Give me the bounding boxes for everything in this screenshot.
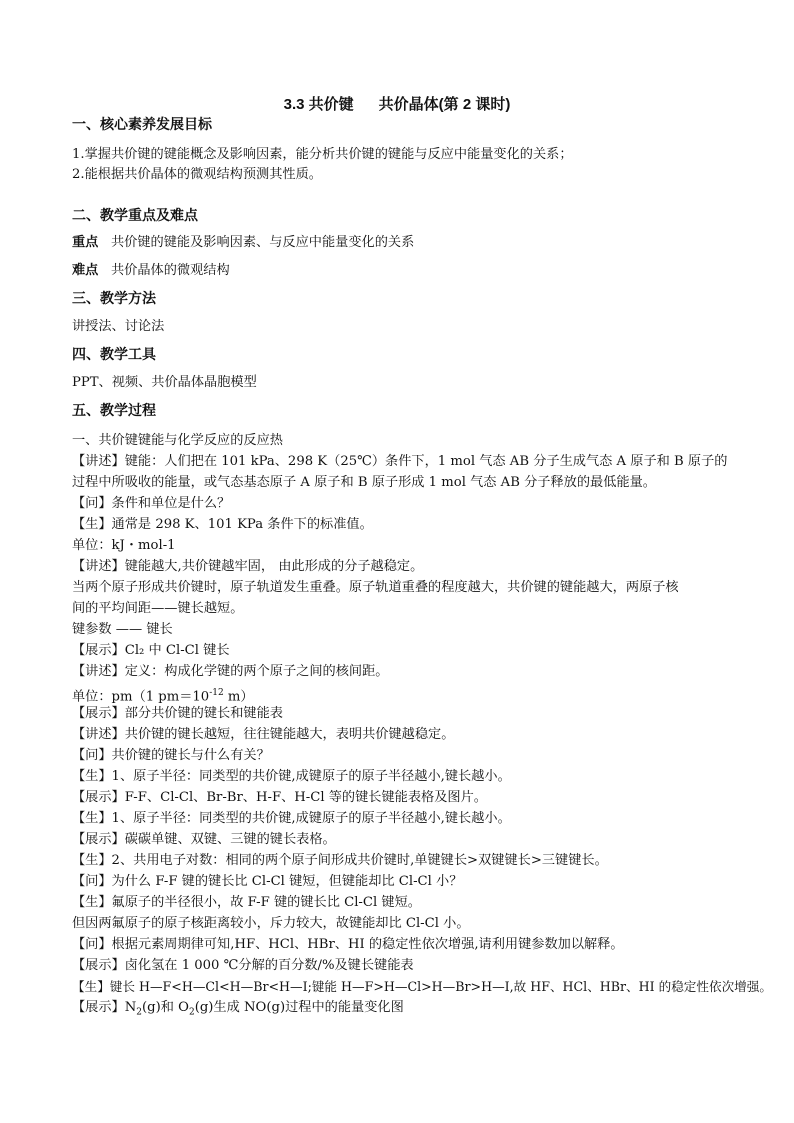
section-heading-5: 五、教学过程 xyxy=(72,403,156,419)
process-line: 【生】键长 H—F<H—Cl<H—Br<H—I;键能 H—F>H—Cl>H—Br>H—I,故 HF、HCl、HBr、HI 的稳定性依次增强。 xyxy=(72,979,772,994)
unit-text-end: m） xyxy=(223,689,254,705)
unit-text: 单位：pm（1 pm＝10 xyxy=(72,689,210,705)
process-line: 【生】通常是 298 K、101 KPa 条件下的标准值。 xyxy=(72,517,373,532)
section-heading-1: 一、核心素养发展目标 xyxy=(72,117,212,133)
process-line: 【讲述】键能越大,共价键越牢固， 由此形成的分子越稳定。 xyxy=(72,559,424,574)
process-line: 【展示】F-F、Cl-Cl、Br-Br、H-F、H-Cl 等的键长键能表格及图片。 xyxy=(72,790,487,805)
unit-exponent: -12 xyxy=(209,688,224,698)
process-line: 但因两氟原子的原子核距离较小，斥力较大，故键能却比 Cl-Cl 小。 xyxy=(72,916,470,931)
goal-item-1: 1.掌握共价键的键能概念及影响因素，能分析共价键的键能与反应中能量变化的关系； xyxy=(72,147,573,162)
key-text: 共价键的键能及影响因素、与反应中能量变化的关系 xyxy=(110,235,415,250)
process-line xyxy=(72,999,404,1022)
process-line: 间的平均间距——键长越短。 xyxy=(72,601,244,616)
process-line: 一、共价键键能与化学反应的反应热 xyxy=(72,433,283,448)
process-line: 单位：kJ・mol-1 xyxy=(72,538,176,553)
process-line: 当两个原子形成共价键时，原子轨道发生重叠。原子轨道重叠的程度越大，共价键的键能越大，两原子核 xyxy=(72,580,679,595)
process-line: 【问】共价键的键长与什么有关？ xyxy=(72,748,270,763)
difficult-point xyxy=(72,262,230,280)
title-text: 3.3 共价键 共价晶体(第 2 课时) xyxy=(283,96,511,113)
key-label: 重点 xyxy=(72,235,99,250)
process-line: 【讲述】共价键的键长越短，往往键能越大，表明共价键越稳定。 xyxy=(72,727,455,742)
subscript: 2 xyxy=(136,1007,143,1018)
process-line: 【展示】部分共价键的键长和键能表 xyxy=(72,706,283,721)
subscript: 2 xyxy=(188,1007,195,1018)
difficult-label: 难点 xyxy=(72,263,99,278)
process-line: 【问】根据元素周期律可知,HF、HCl、HBr、HI 的稳定性依次增强,请利用键参数加以解释。 xyxy=(72,937,624,952)
process-line: 【生】氟原子的半径很小，故 F-F 键的键长比 Cl-Cl 键短。 xyxy=(72,895,421,910)
process-line: 【生】1、原子半径：同类型的共价键,成键原子的原子半径越小,键长越小。 xyxy=(72,811,511,826)
show-text-mid: (g)和 O xyxy=(142,1000,189,1015)
show-text-end: (g)生成 NO(g)过程中的能量变化图 xyxy=(194,1000,404,1015)
process-line: 【生】1、原子半径：同类型的共价键,成键原子的原子半径越小,键长越小。 xyxy=(72,769,511,784)
key-point xyxy=(72,234,414,252)
section-heading-4: 四、教学工具 xyxy=(72,347,156,363)
process-line: 【展示】碳碳单键、双键、三键的键长表格。 xyxy=(72,832,336,847)
process-line: 【问】为什么 F-F 键的键长比 Cl-Cl 键短，但键能却比 Cl-Cl 小？ xyxy=(72,874,463,889)
process-line xyxy=(72,684,254,706)
goal-item-2: 2.能根据共价晶体的微观结构预测其性质。 xyxy=(72,167,322,182)
process-line: 键参数 —— 键长 xyxy=(72,622,173,637)
section-heading-3: 三、教学方法 xyxy=(72,291,156,307)
process-line: 【讲述】定义：构成化学键的两个原子之间的核间距。 xyxy=(72,664,389,679)
page-title xyxy=(0,93,794,114)
difficult-text: 共价晶体的微观结构 xyxy=(110,263,230,278)
tools-text: PPT、视频、共价晶体晶胞模型 xyxy=(72,375,257,390)
process-line: 过程中所吸收的能量，或气态基态原子 A 原子和 B 原子形成 1 mol 气态 AB 分子释放的最低能量。 xyxy=(72,475,656,490)
method-text: 讲授法、讨论法 xyxy=(72,319,165,334)
process-line: 【展示】卤化氢在 1 000 ℃分解的百分数/%及键长键能表 xyxy=(72,958,414,973)
section-heading-2: 二、教学重点及难点 xyxy=(72,208,198,224)
process-line: 【讲述】键能：人们把在 101 kPa、298 K（25℃）条件下，1 mol 气态 AB 分子生成气态 A 原子和 B 原子的 xyxy=(72,454,728,469)
process-line: 【生】2、共用电子对数：相同的两个原子间形成共价键时,单键键长>双键键长>三键键长。 xyxy=(72,853,608,868)
process-line: 【展示】Cl₂ 中 Cl-Cl 键长 xyxy=(72,643,230,658)
show-text: 【展示】N xyxy=(72,1000,137,1015)
process-line: 【问】条件和单位是什么？ xyxy=(72,496,231,511)
